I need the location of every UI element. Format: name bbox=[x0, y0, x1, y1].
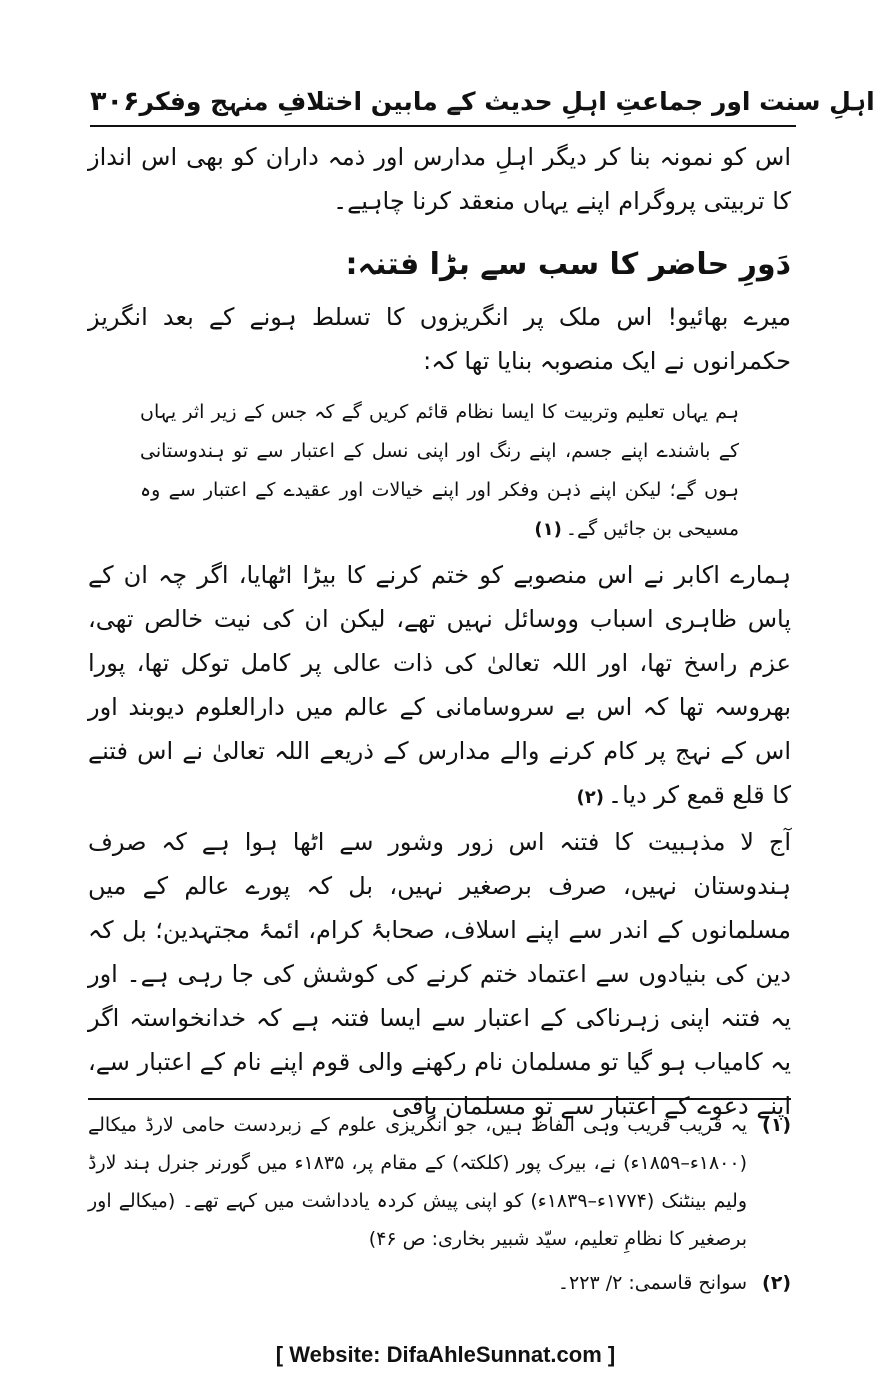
website-footer: [ Website: DifaAhleSunnat.com ] bbox=[275, 1342, 616, 1367]
footnote-1 bbox=[88, 1106, 791, 1258]
footnote-text: سوانح قاسمی: ۲/ ۲۲۳۔ bbox=[557, 1272, 747, 1294]
footnote-ref-2: (۲) bbox=[576, 787, 605, 808]
footnote-text: یہ قریب قریب وہی الفاظ ہیں، جو انگریزی علوم کے زبردست حامی لارڈ میکالے (۱۸۰۰ء–۱۸۵۹ء) نے، بیرک پور (کلکتہ) کے مقام پر، ۱۸۳۵ء میں گورنر جنرل ہند لارڈ ولیم بینٹنک (۱۷۷۴ء–۱۸۳۹ء) کو اپنی پیش کردہ یادداشت میں کہے تھے۔ (میکالے اور برصغیر کا نظامِ تعلیم، سیّد شبیر بخاری: ص ۴۶) bbox=[88, 1114, 747, 1250]
footnote-2 bbox=[88, 1264, 791, 1302]
footnote-number: (۱) bbox=[762, 1114, 791, 1136]
paragraph-2 bbox=[88, 553, 791, 820]
paragraph-2-text: ہمارے اکابر نے اس منصوبے کو ختم کرنے کا بیڑا اٹھایا، اگر چہ ان کے پاس ظاہری اسباب ووسائل نہیں تھے، لیکن ان کی نیت خالص تھی، عزم راسخ تھا، اور اللہ تعالیٰ کی ذات عالی پر کامل توکل تھا، پورا بھروسہ تھا کہ اس بے سروسامانی کے عالم میں دارالعلوم دیوبند اور اس کے نہج پر کام کرنے والے مدارس کے ذریعے اللہ تعالیٰ نے اس فتنے کا قلع قمع کر دیا۔ bbox=[88, 561, 791, 809]
quotation-text: ہم یہاں تعلیم وتربیت کا ایسا نظام قائم کریں گے کہ جس کے زیر اثر یہاں کے باشندے اپنے جسم، اپنے رنگ اور اپنی نسل کے اعتبار سے تو ہندوستانی ہوں گے؛ لیکن اپنے ذہن وفکر اور اپنے خیالات اور عقیدے کے اعتبار سے وہ مسیحی بن جائیں گے۔ bbox=[140, 401, 739, 540]
header-divider bbox=[90, 125, 796, 127]
footnote-divider bbox=[88, 1098, 791, 1100]
footnotes bbox=[88, 1106, 791, 1308]
footnote-number: (۲) bbox=[762, 1272, 791, 1294]
page-header bbox=[90, 78, 875, 124]
running-title: اہلِ سنت اور جماعتِ اہلِ حدیث کے مابین اختلافِ منہج وفکر bbox=[139, 86, 875, 116]
quotation bbox=[140, 393, 739, 549]
main-text bbox=[88, 135, 791, 1128]
paragraph-1: میرے بھائیو! اس ملک پر انگریزوں کا تسلط ہونے کے بعد انگریز حکمرانوں نے ایک منصوبہ بنایا تھا کہ: bbox=[88, 303, 791, 375]
intro-paragraph: اس کو نمونہ بنا کر دیگر اہلِ مدارس اور ذمہ داران کو بھی اس انداز کا تربیتی پروگرام اپنے یہاں منعقد کرنا چاہیے۔ bbox=[88, 143, 791, 215]
section-heading: دَورِ حاضر کا سب سے بڑا فتنہ: bbox=[345, 247, 791, 282]
footnote-ref-1: (۱) bbox=[534, 519, 562, 540]
page-number: ۳۰۶ bbox=[90, 85, 140, 117]
paragraph-3: آج لا مذہبیت کا فتنہ اس زور وشور سے اٹھا ہوا ہے کہ صرف ہندوستان نہیں، صرف برصغیر نہیں، بل کہ پورے عالم کے میں مسلمانوں کے اندر سے اپنے اسلاف، صحابۂ کرام، ائمۂ مجتہدین؛ بل کہ دین کی بنیادوں سے اعتماد ختم کرنے کی کوشش کی جا رہی ہے۔ اور یہ فتنہ اپنی زہرناکی کے اعتبار سے ایسا فتنہ ہے کہ خدانخواستہ اگر یہ کامیاب ہو گیا تو مسلمان نام رکھنے والی قوم اپنے نام کے اعتبار سے، اپنے دعوے کے اعتبار سے تو مسلمان باقی bbox=[88, 828, 791, 1120]
